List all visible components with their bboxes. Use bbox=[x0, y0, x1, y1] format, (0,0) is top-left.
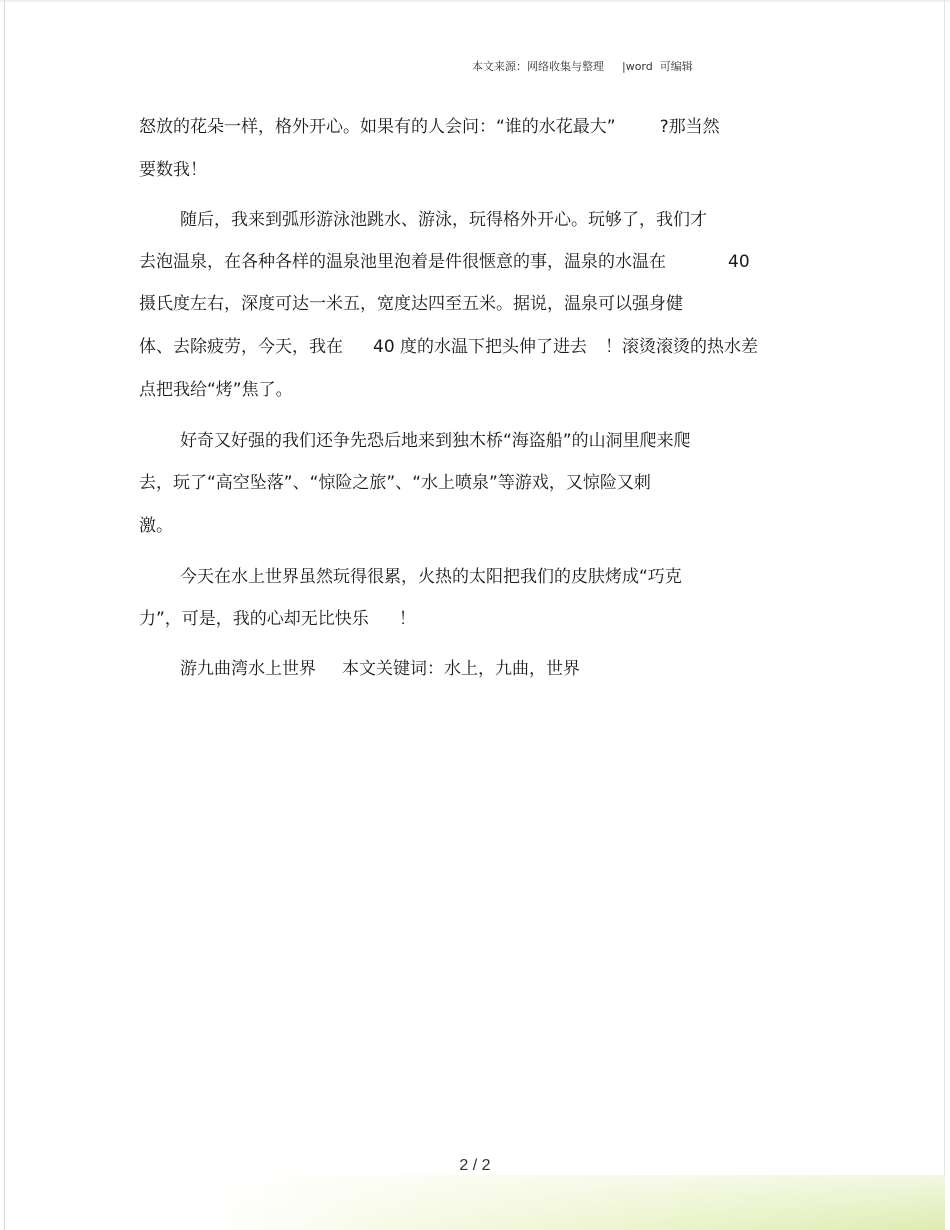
text-line bbox=[139, 250, 750, 274]
page-top-edge bbox=[0, 0, 950, 2]
text-segment: ！滚烫滚烫的热水差 bbox=[605, 337, 759, 357]
text-segment: 40 bbox=[728, 252, 750, 272]
text-segment: 今天在水上世界虽然玩得很累，火热的太阳把我们的皮肤烤成“巧克 bbox=[180, 567, 682, 587]
text-segment: 怒放的花朵一样，格外开心。如果有的人会问：“谁的水花最大” bbox=[139, 117, 616, 137]
text-segment: 随后，我来到弧形游泳池跳水、游泳，玩得格外开心。玩够了，我们才 bbox=[180, 210, 707, 230]
page-number: 2 / 2 bbox=[459, 1157, 491, 1174]
text-line bbox=[139, 158, 207, 182]
text-segment: 点把我给“烤”焦了。 bbox=[139, 380, 293, 400]
text-segment: 力”，可是，我的心却无比快乐 bbox=[139, 609, 369, 629]
text-line bbox=[139, 115, 720, 139]
text-line bbox=[139, 607, 416, 631]
article-title: 游九曲湾水上世界 bbox=[180, 659, 316, 679]
text-line bbox=[180, 208, 707, 232]
text-segment: 40 度的水温下把头伸了进去 bbox=[373, 337, 588, 357]
text-segment: 要数我！ bbox=[139, 160, 207, 180]
footer-decoration bbox=[200, 1175, 945, 1230]
page-header bbox=[472, 58, 693, 74]
text-segment: 体、去除疲劳，今天，我在 bbox=[139, 337, 343, 357]
text-line bbox=[139, 292, 683, 316]
text-line bbox=[180, 657, 580, 681]
text-segment: 摄氏度左右，深度可达一米五，宽度达四至五米。据说，温泉可以强身健 bbox=[139, 294, 683, 314]
text-line bbox=[139, 514, 173, 538]
text-segment: 去泡温泉，在各种各样的温泉池里泡着是件很惬意的事，温泉的水温在 bbox=[139, 252, 666, 272]
header-source: 本文来源：网络收集与整理 bbox=[472, 60, 604, 73]
text-line bbox=[139, 335, 758, 359]
text-segment: ！ bbox=[398, 609, 416, 629]
text-segment: 去，玩了“高空坠落”、“惊险之旅”、“水上喷泉”等游戏，又惊险又刺 bbox=[139, 473, 651, 493]
page-left-edge bbox=[4, 0, 5, 1230]
article-keywords: 本文关键词：水上，九曲，世界 bbox=[342, 659, 580, 679]
header-editable: |word 可编辑 bbox=[622, 60, 693, 73]
text-line bbox=[139, 378, 293, 402]
text-segment: 激。 bbox=[139, 516, 173, 536]
page-right-edge bbox=[944, 0, 945, 1230]
text-line bbox=[180, 429, 691, 453]
text-segment: 好奇又好强的我们还争先恐后地来到独木桥“海盗船”的山洞里爬来爬 bbox=[180, 431, 691, 451]
text-segment: ?那当然 bbox=[659, 117, 720, 137]
text-line bbox=[180, 565, 682, 589]
text-line bbox=[139, 471, 651, 495]
